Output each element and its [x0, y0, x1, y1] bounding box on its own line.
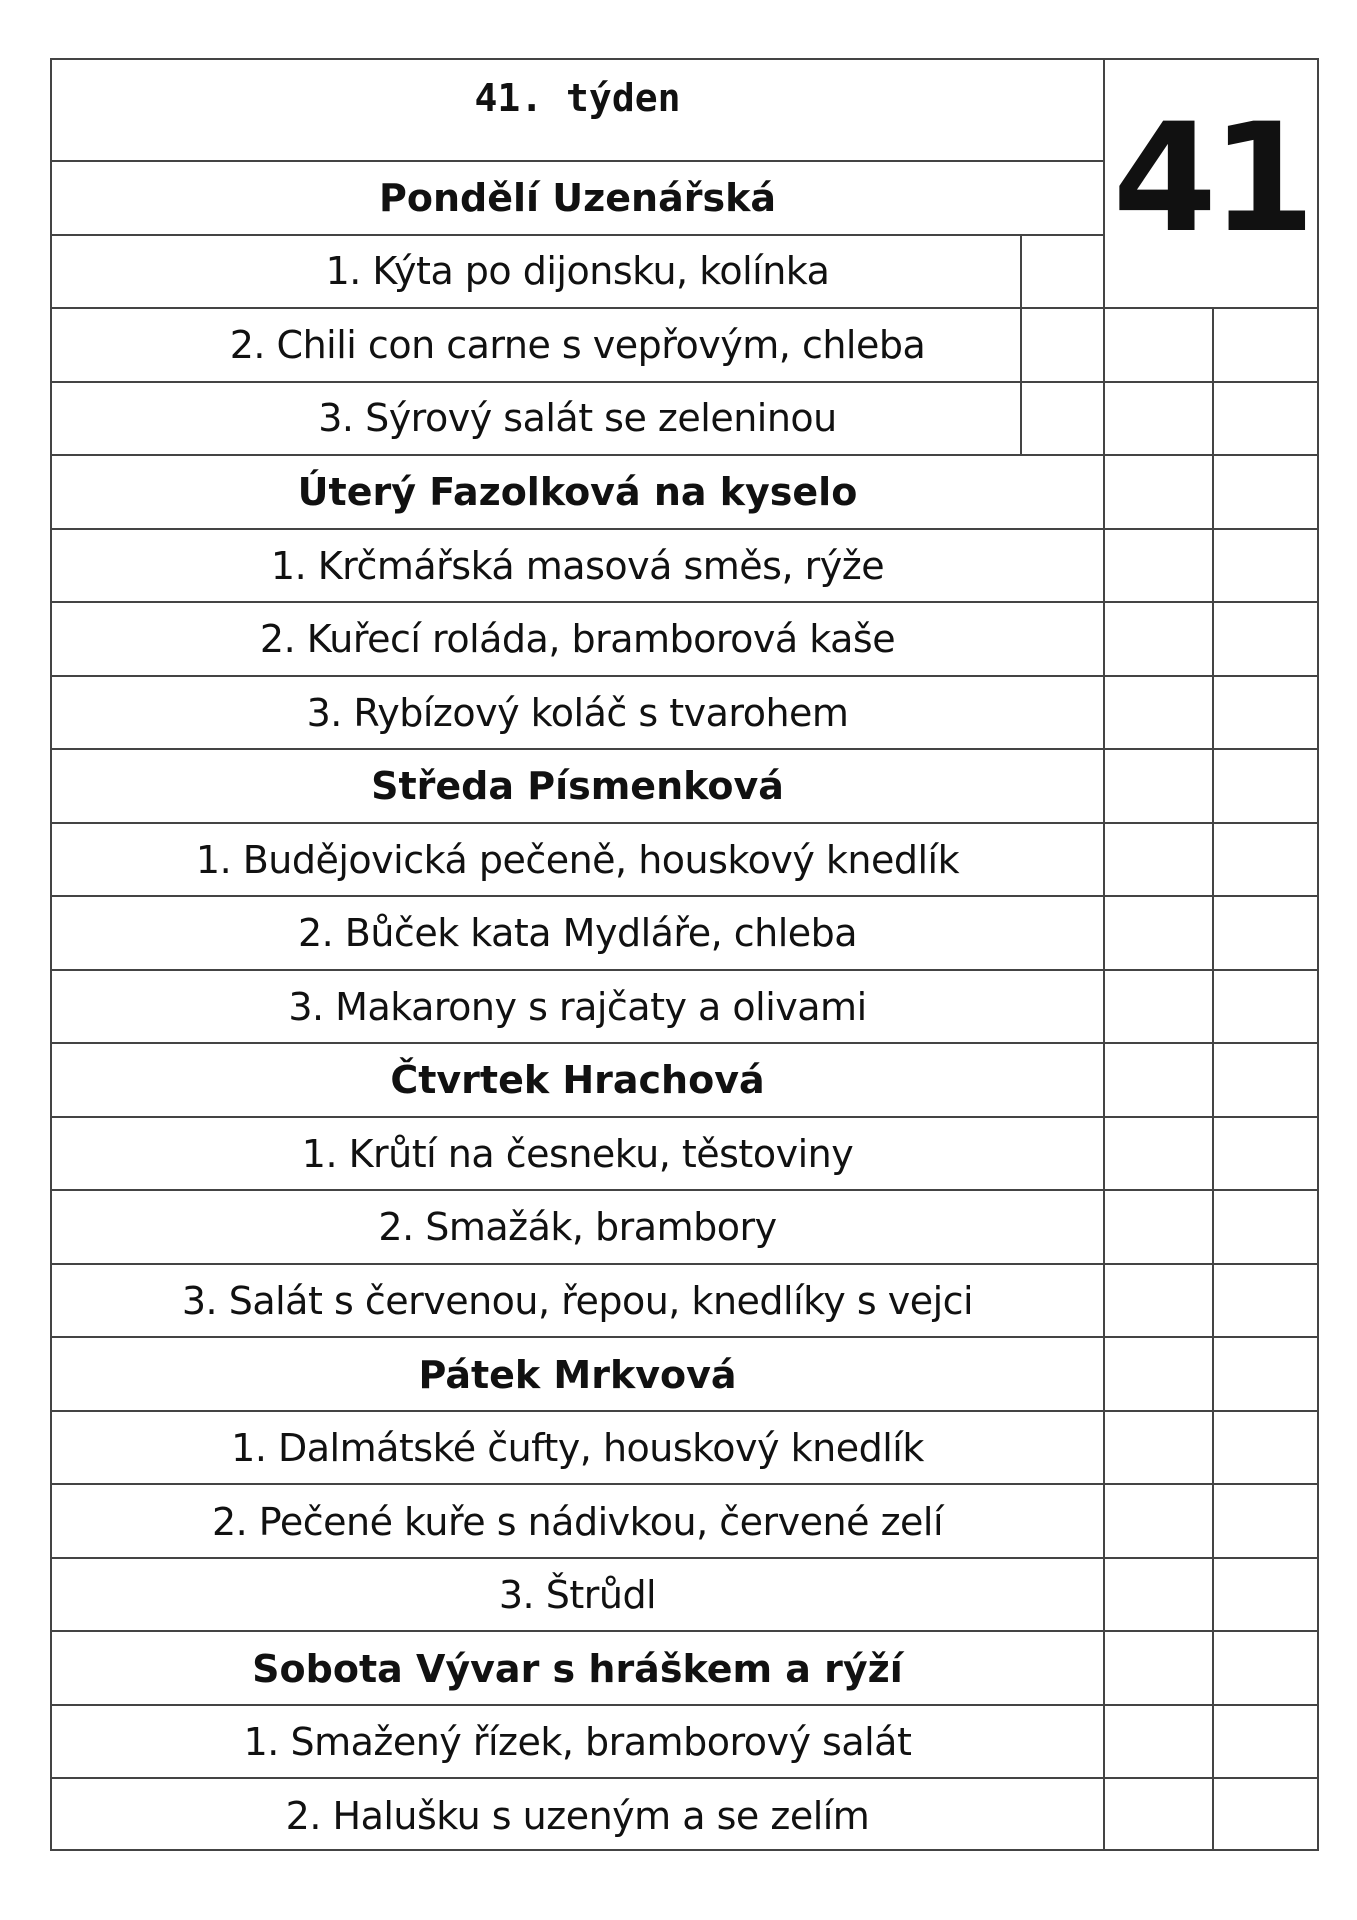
week-number: 41 — [1112, 92, 1310, 266]
menu-item: 2. Pečené kuře s nádivkou, červené zelí — [211, 1499, 944, 1544]
day-heading: Úterý Fazolková na kyselo — [297, 469, 858, 514]
menu-item: 3. Rybízový koláč s tvarohem — [306, 690, 849, 735]
menu-item: 1. Budějovická pečeně, houskový knedlík — [195, 837, 960, 882]
day-heading: Středa Písmenková — [371, 764, 784, 809]
menu-item: 1. Krůtí na česneku, těstoviny — [301, 1131, 854, 1176]
menu-item: 2. Kuřecí roláda, bramborová kaše — [259, 617, 896, 662]
menu-item: 3. Salát s červenou, řepou, knedlíky s vejci — [181, 1279, 974, 1324]
menu-item: 2. Smažák, brambory — [378, 1205, 777, 1250]
day-heading: Pátek Mrkvová — [418, 1352, 737, 1397]
menu-item: 3. Sýrový salát se zeleninou — [318, 396, 837, 441]
menu-item: 3. Makarony s rajčaty a olivami — [288, 984, 867, 1029]
menu-item: 1. Dalmátské čufty, houskový knedlík — [231, 1426, 924, 1471]
menu-item: 1. Kýta po dijonsku, kolínka — [325, 249, 830, 294]
menu-item: 2. Chili con carne s vepřovým, chleba — [229, 322, 926, 367]
day-heading: Pondělí Uzenářská — [379, 175, 776, 220]
menu-item: 1. Krčmářská masová směs, rýže — [270, 543, 885, 588]
week-label: 41. týden — [474, 76, 681, 120]
day-heading: Sobota Vývar s hráškem a rýží — [252, 1646, 903, 1691]
menu-item: 3. Štrůdl — [498, 1573, 657, 1618]
menu-item: 1. Smažený řízek, bramborový salát — [243, 1720, 912, 1765]
day-heading: Čtvrtek Hrachová — [390, 1058, 765, 1103]
menu-item: 2. Bůček kata Mydláře, chleba — [297, 911, 858, 956]
menu-item: 2. Halušku s uzeným a se zelím — [285, 1793, 870, 1838]
